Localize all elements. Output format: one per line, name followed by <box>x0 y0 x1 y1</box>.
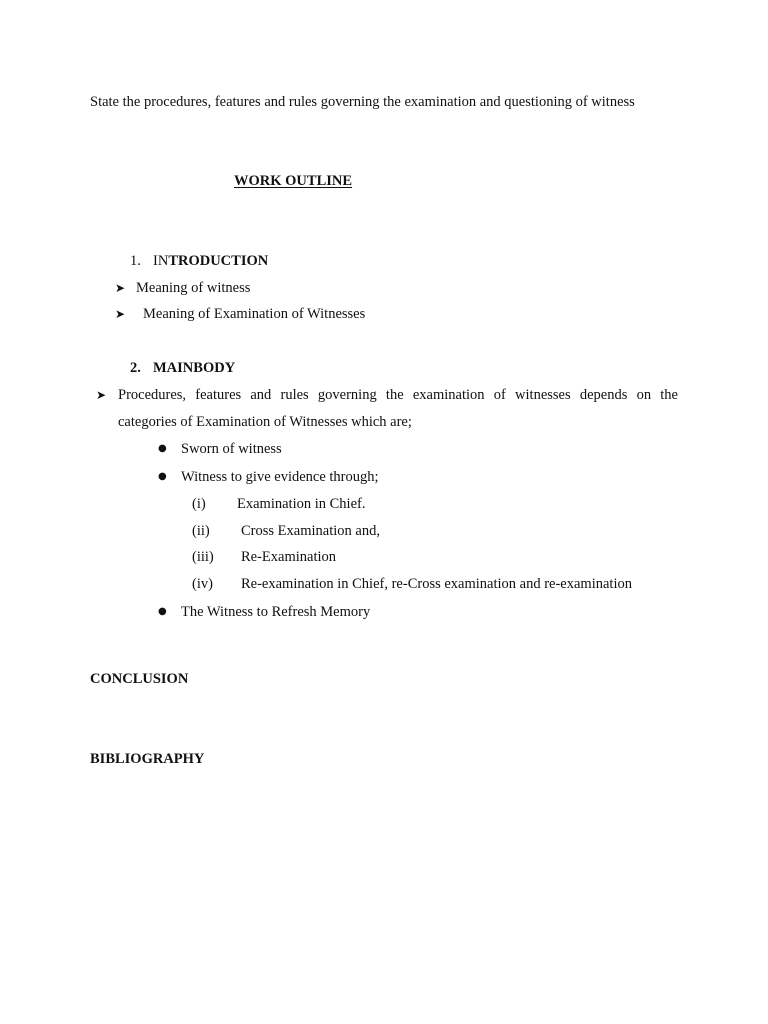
section-1-title <box>153 254 268 269</box>
section-2-number: 2. <box>130 360 141 376</box>
intro-item-1: Meaning of witness <box>136 280 251 296</box>
conclusion-heading: CONCLUSION <box>90 671 189 687</box>
arrowhead-bullet-icon: ➤ <box>96 388 107 402</box>
sub-item-text: Cross Examination and, <box>241 523 380 539</box>
bullet-refresh-memory: The Witness to Refresh Memory <box>181 604 371 620</box>
sub-item-number: (ii) <box>192 523 210 539</box>
mainbody-intro-line-2: categories of Examination of Witnesses which are; <box>118 414 412 430</box>
sub-item-text: Examination in Chief. <box>237 496 366 512</box>
question-text: State the procedures, features and rules governing the examination and questioning of witness <box>90 94 635 110</box>
sub-item-text: Re-examination in Chief, re-Cross examination and re-examination <box>241 576 632 592</box>
sub-item-text: Re-Examination <box>241 549 337 565</box>
sub-item-number: (iv) <box>192 576 213 592</box>
bibliography-heading: BIBLIOGRAPHY <box>90 751 205 767</box>
sub-item-number: (i) <box>192 496 206 512</box>
arrowhead-bullet-icon: ➤ <box>115 307 126 321</box>
intro-item-2: Meaning of Examination of Witnesses <box>143 306 366 322</box>
bullet-give-evidence: Witness to give evidence through; <box>181 469 379 485</box>
section-1-title-prefix: IN <box>153 253 169 269</box>
round-bullet-icon: ● <box>158 606 167 617</box>
section-2-title: MAINBODY <box>153 360 236 376</box>
section-1-title-rest: TRODUCTION <box>168 253 269 269</box>
section-1-number: 1. <box>130 253 141 269</box>
arrowhead-bullet-icon: ➤ <box>115 281 126 295</box>
mainbody-intro-line-1: Procedures, features and rules governing the examination of witnesses depends on the <box>118 387 678 403</box>
round-bullet-icon: ● <box>158 471 167 482</box>
bullet-sworn-of-witness: Sworn of witness <box>181 441 282 457</box>
outline-title: WORK OUTLINE <box>234 173 353 189</box>
sub-item-number: (iii) <box>192 549 214 565</box>
round-bullet-icon: ● <box>158 443 167 454</box>
